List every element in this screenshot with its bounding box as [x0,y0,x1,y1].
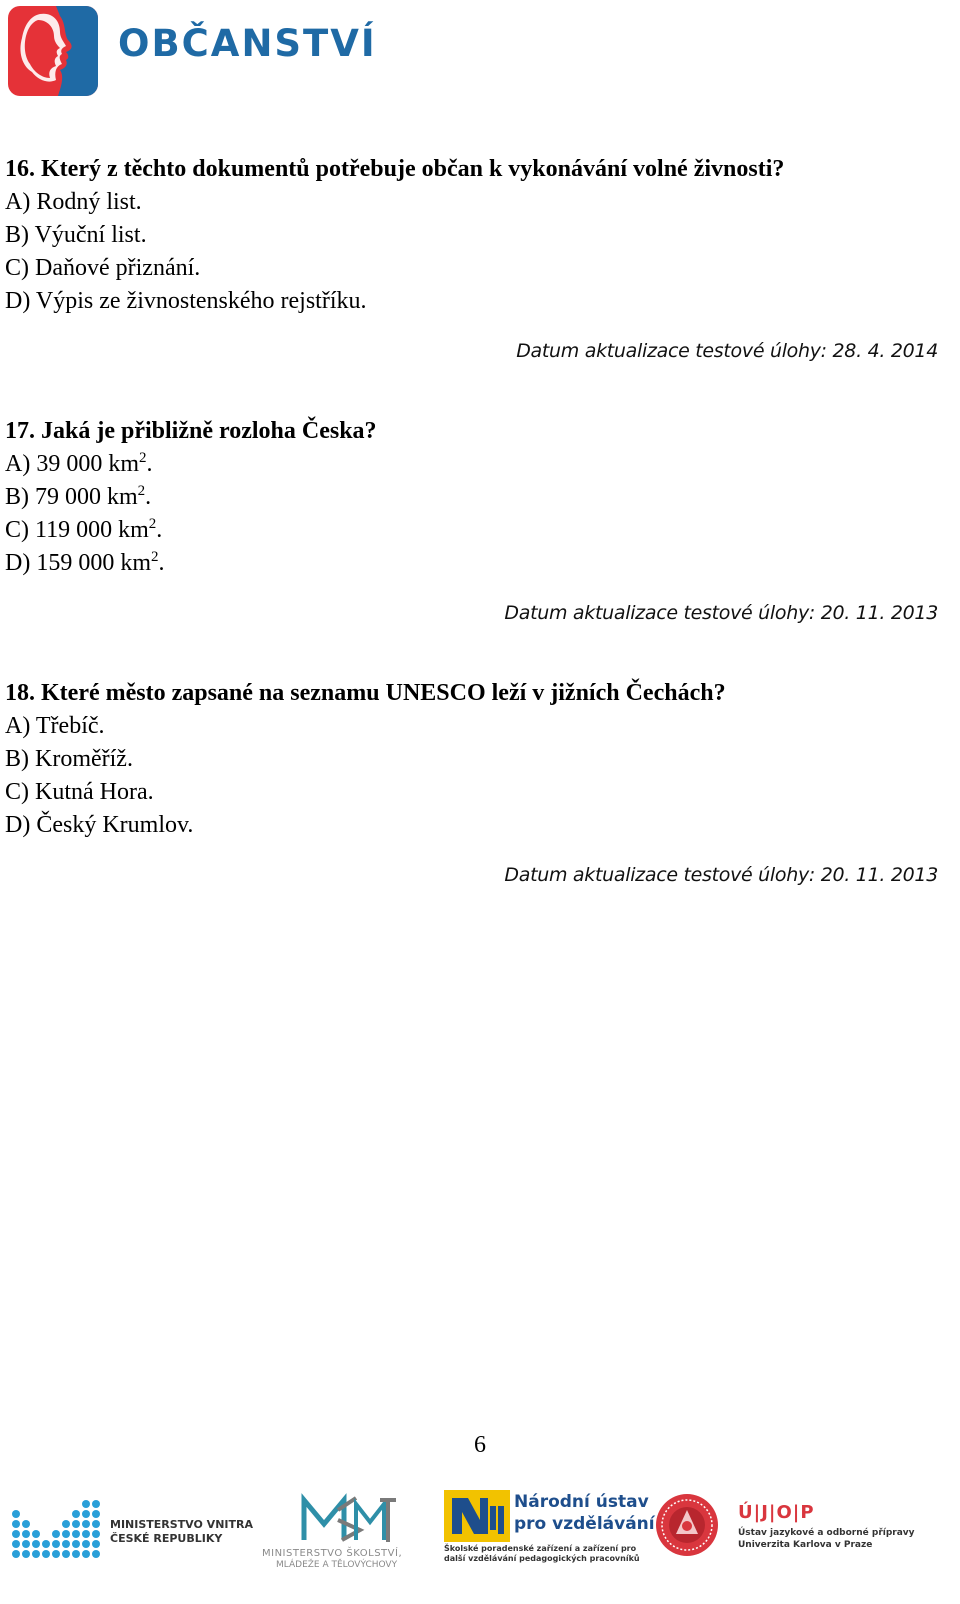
nuv-small1: Školské poradenské zařízení a zařízení pro [444,1544,637,1553]
answer-option: C) 119 000 $km^2$. [5,516,163,543]
answer-option: D) Výpis ze živnostenského rejstříku. [5,288,367,314]
mv-cr-line2: ČESKÉ REPUBLIKY [110,1532,223,1545]
update-date: Datum aktualizace testové úlohy: 20. 11. 2013 [504,864,938,886]
ujop-line1: Ústav jazykové a odborné přípravy [738,1528,915,1538]
answer-option: B) Kroměříž. [5,746,133,772]
update-date: Datum aktualizace testové úlohy: 28. 4. 2014 [516,340,938,362]
question-title: 17. Jaká je přibližně rozloha Česka? [5,418,377,444]
ujop-logo [738,1488,928,1572]
answer-option: D) 159 000 $km^2$. [5,549,165,576]
nuv-logo [444,1488,655,1572]
nuv-line2: pro vzdělávání [514,1514,655,1534]
msmt-line1: MINISTERSTVO ŠKOLSTVÍ, [262,1548,403,1559]
nuv-mark-icon [444,1490,510,1542]
answer-option: D) Český Krumlov. [5,812,194,838]
question-title: 18. Které město zapsané na seznamu UNESCO leží v jižních Čechách? [5,680,726,706]
answer-option: A) Třebíč. [5,713,105,739]
answer-option: B) 79 000 $km^2$. [5,483,152,510]
msmt-line2: MLÁDEŽE A TĚLOVÝCHOVY [276,1560,398,1570]
ujop-line2: Univerzita Karlova v Praze [738,1540,873,1550]
nuv-small2: další vzdělávání pedagogických pracovníků [444,1554,640,1563]
ujop-title: Ú|J|O|P [738,1502,815,1523]
mv-cr-dots-icon [10,1494,102,1564]
update-date: Datum aktualizace testové úlohy: 20. 11. 2013 [504,602,938,624]
university-seal-icon [654,1492,720,1558]
page-number: 6 [474,1432,486,1458]
logo-text: OBČANSTVÍ [118,22,377,65]
answer-option: A) 39 000 $km^2$. [5,450,153,477]
mv-cr-logo [10,1488,253,1572]
msmt-mark-icon [298,1490,398,1550]
answer-option: B) Výuční list. [5,222,147,248]
mv-cr-line1: MINISTERSTVO VNITRA [110,1518,253,1531]
question-title: 16. Který z těchto dokumentů potřebuje občan k vykonávání volné živnosti? [5,156,785,182]
nuv-line1: Národní ústav [514,1492,649,1512]
answer-option: A) Rodný list. [5,189,142,215]
msmt-logo [262,1488,422,1572]
obcanstvi-logo-mark [8,6,98,96]
answer-option: C) Daňové přiznání. [5,255,201,281]
charles-university-seal [654,1488,724,1572]
answer-option: C) Kutná Hora. [5,779,154,805]
